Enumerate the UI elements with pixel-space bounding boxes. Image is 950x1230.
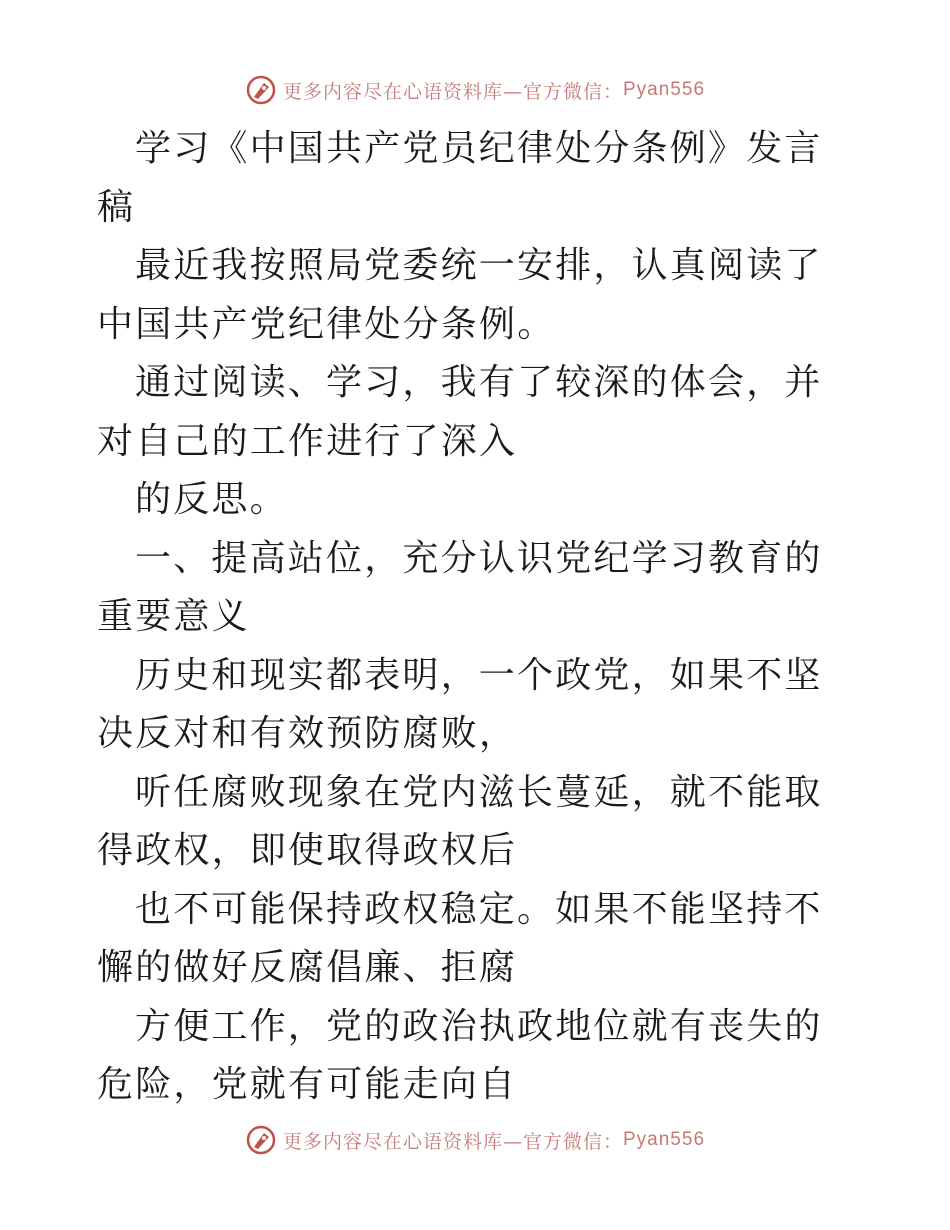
pen-nib-logo-icon (245, 74, 277, 106)
paragraph-6: 听任腐败现象在党内滋长蔓延，就不能取得政权，即使取得政权后 (97, 771, 823, 871)
watermark-wechat-id: Pyan556 (623, 79, 706, 100)
document-body (97, 120, 857, 1115)
footer-watermark (0, 1120, 950, 1160)
paragraph-4-heading: 一、提高站位，充分认识党纪学习教育的重要意义 (97, 537, 823, 637)
paragraph-2: 通过阅读、学习，我有了较深的体会，并对自己的工作进行了深入 (97, 362, 823, 462)
pen-nib-logo-icon (245, 1124, 277, 1156)
watermark-text: 更多内容尽在心语资料库—官方微信： (282, 1130, 623, 1153)
paragraph-3: 的反思。 (135, 479, 288, 520)
paragraph-8: 方便工作，党的政治执政地位就有丧失的危险，党就有可能走向自 (97, 1005, 823, 1105)
watermark-wechat-id: Pyan556 (623, 1129, 706, 1150)
watermark-text: 更多内容尽在心语资料库—官方微信： (282, 80, 623, 103)
paragraph-7: 也不可能保持政权稳定。如果不能坚持不懈的做好反腐倡廉、拒腐 (97, 888, 823, 988)
paragraph-1: 最近我按照局党委统一安排，认真阅读了中国共产党纪律处分条例。 (97, 245, 823, 345)
document-title: 学习《中国共产党员纪律处分条例》发言稿 (97, 128, 823, 228)
paragraph-5: 历史和现实都表明，一个政党，如果不坚决反对和有效预防腐败， (97, 654, 823, 754)
header-watermark (0, 70, 950, 110)
